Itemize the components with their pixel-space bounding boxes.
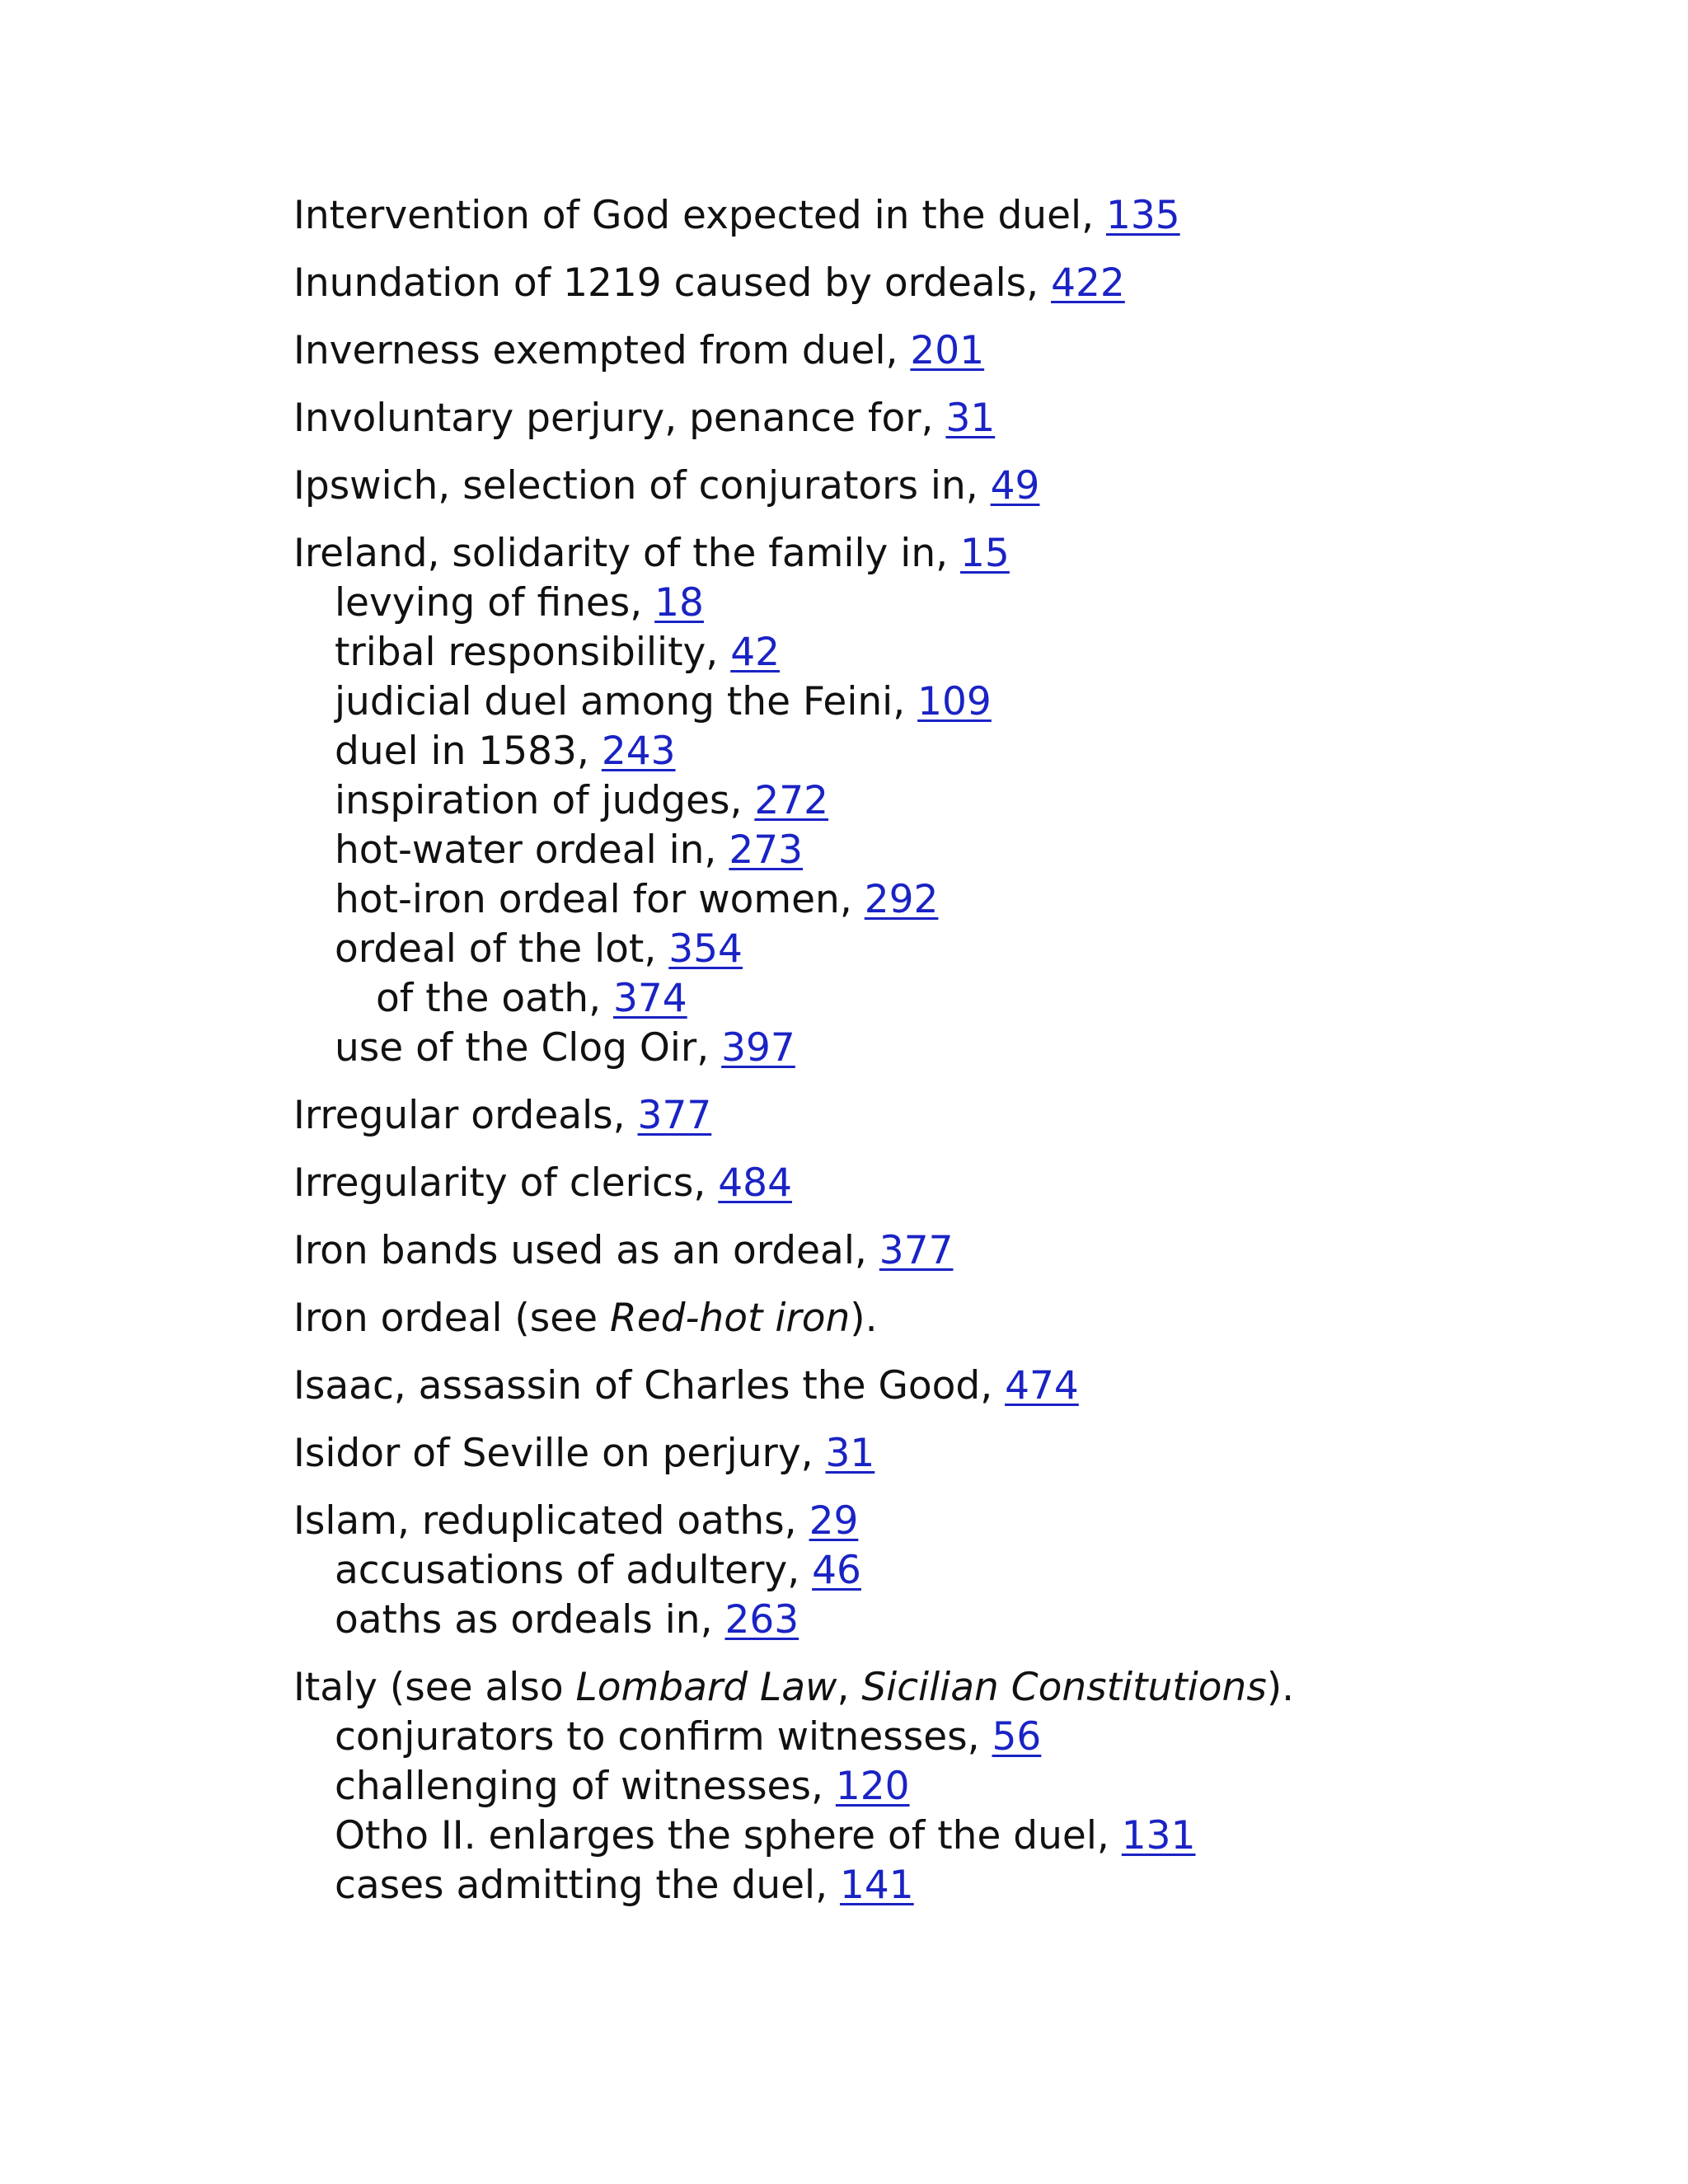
index-subentry [293, 677, 1612, 727]
entry-text: of the oath, [376, 976, 613, 1021]
index-subentry [293, 826, 1612, 875]
index-subentry [293, 776, 1612, 826]
page-number-link[interactable]: 354 [668, 926, 743, 972]
page-number-link[interactable]: 18 [654, 580, 704, 626]
page-number-link[interactable]: 131 [1121, 1813, 1196, 1858]
index-entry [293, 1361, 1612, 1411]
index-subentry [293, 875, 1612, 925]
index-entry [293, 259, 1612, 308]
index-heading [293, 259, 1612, 308]
page-number-link[interactable]: 272 [754, 778, 829, 823]
index-heading [293, 1361, 1612, 1411]
index-subentry [293, 628, 1612, 677]
index-heading [293, 1294, 1612, 1343]
entry-text: Irregularity of clerics, [293, 1160, 719, 1206]
page-number-link[interactable]: 49 [990, 463, 1040, 509]
page-number-link[interactable]: 109 [917, 679, 992, 724]
page-number-link[interactable]: 31 [825, 1431, 875, 1476]
entry-text: Inundation of 1219 caused by ordeals, [293, 260, 1052, 306]
page-number-link[interactable]: 15 [960, 531, 1010, 576]
page-number-link[interactable]: 42 [730, 630, 781, 675]
index-subentry [293, 974, 1612, 1024]
entry-text: cases admitting the duel, [335, 1863, 840, 1908]
page-number-link[interactable]: 273 [729, 827, 804, 873]
entry-text: , [837, 1665, 862, 1710]
entry-text: accusations of adultery, [335, 1548, 813, 1593]
entry-text: Islam, reduplicated oaths, [293, 1498, 809, 1544]
index-entry [293, 462, 1612, 511]
entry-text: use of the Clog Oir, [335, 1025, 722, 1071]
index-subentry [293, 1596, 1612, 1645]
entry-text: Isidor of Seville on perjury, [293, 1431, 826, 1476]
cross-reference: Red-hot iron [610, 1296, 851, 1341]
index-entry [293, 191, 1612, 241]
entry-text: levying of fines, [335, 580, 655, 626]
page-number-link[interactable]: 292 [864, 877, 939, 922]
index-heading [293, 1663, 1612, 1713]
entry-text: judicial duel among the Feini, [335, 679, 918, 724]
index-subentry [293, 727, 1612, 776]
page-number-link[interactable]: 377 [879, 1228, 954, 1273]
page-number-link[interactable]: 374 [612, 976, 687, 1021]
index-subentry [293, 1713, 1612, 1762]
page-number-link[interactable]: 397 [721, 1025, 795, 1071]
page-number-link[interactable]: 474 [1005, 1363, 1079, 1408]
entry-text: ). [850, 1296, 878, 1341]
page-number-link[interactable]: 135 [1105, 193, 1180, 238]
entry-text: challenging of witnesses, [335, 1764, 836, 1809]
page-number-link[interactable]: 243 [601, 729, 676, 774]
index-subentry [293, 1762, 1612, 1811]
index-subentry [293, 579, 1612, 628]
page-number-link[interactable]: 484 [718, 1160, 792, 1206]
index-heading [293, 1226, 1612, 1276]
page-number-link[interactable]: 263 [724, 1597, 799, 1643]
entry-text: Intervention of God expected in the duel, [293, 193, 1106, 238]
index-entry [293, 1091, 1612, 1141]
page-number-link[interactable]: 377 [637, 1093, 712, 1138]
entry-text: Italy (see also [293, 1665, 576, 1710]
index-entry [293, 1497, 1612, 1645]
index-entry [293, 326, 1612, 376]
entry-text: inspiration of judges, [335, 778, 755, 823]
entry-text: hot-water ordeal in, [335, 827, 729, 873]
entry-text: Iron bands used as an ordeal, [293, 1228, 879, 1273]
entry-text: hot-iron ordeal for women, [335, 877, 865, 922]
cross-reference: Sicilian Constitutions [861, 1665, 1267, 1710]
entry-text: tribal responsibility, [335, 630, 731, 675]
index-heading [293, 1497, 1612, 1546]
entry-text: Iron ordeal (see [293, 1296, 611, 1341]
page-number-link[interactable]: 31 [945, 396, 996, 441]
entry-text: oaths as ordeals in, [335, 1597, 725, 1643]
index-heading [293, 1429, 1612, 1479]
cross-reference: Lombard Law [575, 1665, 837, 1710]
page-number-link[interactable]: 29 [809, 1498, 859, 1544]
index-heading [293, 529, 1612, 579]
index-heading [293, 326, 1612, 376]
entry-text: Inverness exempted from duel, [293, 328, 911, 373]
entry-text: ordeal of the lot, [335, 926, 669, 972]
index-subentry [293, 1861, 1612, 1910]
index-heading [293, 1091, 1612, 1141]
index-entry [293, 394, 1612, 443]
index-heading [293, 1159, 1612, 1208]
entry-text: Otho II. enlarges the sphere of the duel, [335, 1813, 1122, 1858]
page-number-link[interactable]: 422 [1051, 260, 1125, 306]
index-subentry [293, 925, 1612, 974]
entry-text: duel in 1583, [335, 729, 602, 774]
index-entry [293, 529, 1612, 1073]
index-entry [293, 1429, 1612, 1479]
entry-text: Involuntary perjury, penance for, [293, 396, 946, 441]
page-number-link[interactable]: 120 [835, 1764, 910, 1809]
index-entry [293, 1294, 1612, 1343]
entry-text: conjurators to confirm witnesses, [335, 1714, 992, 1760]
entry-text: Ipswich, selection of conjurators in, [293, 463, 991, 509]
index-entry [293, 1159, 1612, 1208]
index-heading [293, 191, 1612, 241]
index-heading [293, 462, 1612, 511]
entry-text: Isaac, assassin of Charles the Good, [293, 1363, 1006, 1408]
entry-text: Irregular ordeals, [293, 1093, 638, 1138]
entry-text: ). [1266, 1665, 1295, 1710]
index-heading [293, 394, 1612, 443]
index-entry [293, 1226, 1612, 1276]
page-number-link[interactable]: 141 [839, 1863, 914, 1908]
page-number-link[interactable]: 56 [992, 1714, 1042, 1760]
index-subentry [293, 1811, 1612, 1861]
index-page [293, 191, 1612, 1929]
page-number-link[interactable]: 201 [910, 328, 985, 373]
page-number-link[interactable]: 46 [812, 1548, 861, 1593]
index-subentry [293, 1024, 1612, 1073]
index-entry [293, 1663, 1612, 1910]
entry-text: Ireland, solidarity of the family in, [293, 531, 961, 576]
index-subentry [293, 1546, 1612, 1596]
